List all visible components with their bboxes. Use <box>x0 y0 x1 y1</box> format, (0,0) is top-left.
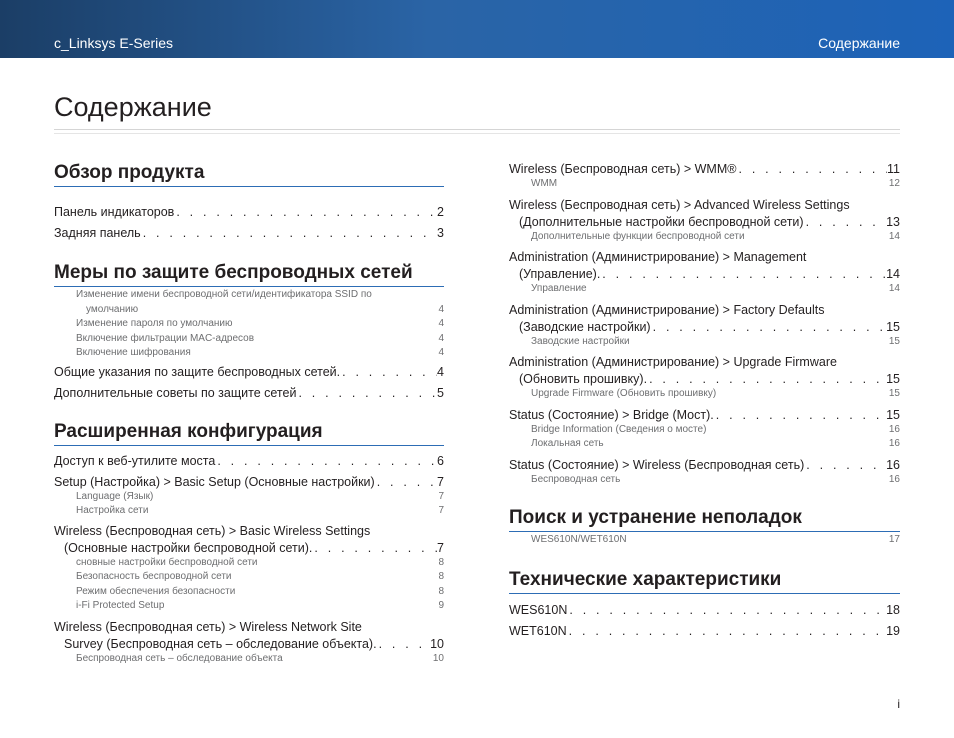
toc-entry[interactable] <box>54 365 444 380</box>
leader-dots <box>647 372 886 387</box>
toc-entry-label: Wireless (Беспроводная сеть) > Advanced Wireless Settings <box>509 197 850 212</box>
toc-subentry-page: 4 <box>438 347 444 358</box>
toc-entry-page: 6 <box>437 453 444 468</box>
section-heading-overview[interactable]: Обзор продукта <box>54 162 444 187</box>
toc-entry-label: Status (Состояние) > Wireless (Беспроводная сеть) <box>509 457 805 472</box>
toc-entry-label: WET610N <box>509 623 567 638</box>
toc-entry-label: (Дополнительные настройки беспроводной сети) <box>519 214 804 229</box>
leader-dots <box>340 365 437 380</box>
toc-subentry-page: 4 <box>438 304 444 315</box>
leader-dots <box>215 454 437 469</box>
toc-entry[interactable] <box>54 205 444 220</box>
title-divider <box>54 129 900 130</box>
toc-entry-label: Status (Состояние) > Bridge (Мост). <box>509 407 714 422</box>
toc-entry[interactable] <box>509 215 900 230</box>
toc-subentry-page: 10 <box>432 652 444 664</box>
toc-subentry[interactable] <box>509 437 900 452</box>
toc-subentry-label: i-Fi Protected Setup <box>76 600 165 611</box>
toc-subentry[interactable] <box>54 346 444 361</box>
toc-subentry-label: Upgrade Firmware (Обновить прошивку) <box>531 388 717 399</box>
toc-subentry-page: 8 <box>438 585 444 597</box>
toc-subentry[interactable] <box>54 585 444 600</box>
toc-entry-page: 18 <box>886 602 900 617</box>
page-number: i <box>897 697 900 711</box>
toc-subentry[interactable] <box>54 317 444 332</box>
toc-entry-label: Задняя панель <box>54 226 141 240</box>
toc-subentry-label: Bridge Information (Сведения о мосте) <box>531 423 707 435</box>
leader-dots <box>296 386 437 401</box>
toc-subentry[interactable] <box>509 177 900 192</box>
leader-dots <box>714 408 886 423</box>
toc-subentry-page: 16 <box>888 423 900 435</box>
toc-entry[interactable] <box>509 408 900 423</box>
toc-entry[interactable] <box>509 603 900 618</box>
toc-entry-page: 15 <box>886 407 900 422</box>
toc-subentry-page: 17 <box>888 534 900 545</box>
leader-dots <box>567 624 886 639</box>
toc-entry[interactable] <box>509 320 900 335</box>
toc-subentry[interactable] <box>54 332 444 347</box>
toc-subentry[interactable] <box>54 652 444 667</box>
toc-entry-page: 11 <box>887 162 900 176</box>
toc-subentry-page: 15 <box>888 335 900 347</box>
toc-entry-first-line[interactable] <box>509 198 900 213</box>
leader-dots <box>736 162 887 177</box>
toc-entry-label: Wireless (Беспроводная сеть) > Basic Wireless Settings <box>54 523 371 538</box>
toc-subentry-page: 16 <box>888 438 900 449</box>
toc-entry-page: 7 <box>437 474 444 489</box>
toc-entry-label: Survey (Беспроводная сеть – обследование объекта). <box>64 636 377 651</box>
toc-subentry-label: Беспроводная сеть – обследование объекта <box>76 652 283 664</box>
toc-subentry[interactable] <box>509 387 900 402</box>
toc-subentry-label: Локальная сеть <box>531 438 604 449</box>
toc-entry-first-line[interactable] <box>54 524 444 539</box>
toc-entry-label: (Заводские настройки) <box>519 319 651 334</box>
toc-entry-page: 14 <box>886 267 900 281</box>
toc-subentry-label: Дополнительные функции беспроводной сети <box>531 230 745 242</box>
page-title: Содержание <box>54 92 212 122</box>
toc-entry[interactable] <box>54 475 444 490</box>
toc-entry-label: (Основные настройки беспроводной сети). <box>64 540 313 555</box>
toc-entry-first-line[interactable] <box>509 250 900 265</box>
toc-subentry-label: Режим обеспечения безопасности <box>76 585 236 597</box>
toc-subentry[interactable] <box>54 504 444 519</box>
section-heading-specifications[interactable]: Технические характеристики <box>509 569 900 594</box>
toc-subentry-page: 4 <box>438 332 444 344</box>
toc-entry[interactable] <box>509 162 900 177</box>
header-section: Содержание <box>818 35 900 51</box>
toc-entry-label: Доступ к веб-утилите моста <box>54 453 216 468</box>
toc-subentry-page: 7 <box>438 490 444 502</box>
toc-subentry-page: 7 <box>438 505 444 516</box>
toc-entry[interactable] <box>54 454 444 469</box>
header-bar <box>0 0 954 58</box>
toc-subentry[interactable] <box>54 490 444 505</box>
toc-subentry-label: Language (Язык) <box>76 490 154 502</box>
toc-subentry-label: Изменение пароля по умолчанию <box>76 318 233 329</box>
toc-entry-label: Дополнительные советы по защите сетей <box>54 385 297 400</box>
toc-entry-first-line[interactable] <box>509 355 900 370</box>
toc-entry-page: 15 <box>886 319 900 334</box>
toc-subentry[interactable] <box>54 302 444 317</box>
toc-entry-label: (Управление). <box>519 267 601 281</box>
toc-entry-label: Wireless (Беспроводная сеть) > WMM® <box>509 162 737 176</box>
toc-entry[interactable] <box>509 372 900 387</box>
toc-entry[interactable] <box>54 637 444 652</box>
toc-entry[interactable] <box>54 541 444 556</box>
toc-subentry-page: 14 <box>888 230 900 242</box>
section-heading-wireless-security[interactable]: Меры по защите беспроводных сетей <box>54 262 444 287</box>
toc-subentry-label: Управление <box>531 283 587 294</box>
toc-entry-label: Wireless (Беспроводная сеть) > Wireless Network Site <box>54 619 362 634</box>
toc-subentry-label: Включение шифрования <box>76 347 191 358</box>
toc-subentry-page: 8 <box>438 571 444 582</box>
toc-entry-page: 4 <box>437 364 444 379</box>
toc-subentry[interactable] <box>509 335 900 350</box>
product-name: c_Linksys E-Series <box>54 35 174 51</box>
leader-dots <box>567 603 886 618</box>
toc-entry-page: 13 <box>886 214 900 229</box>
toc-entry-page: 5 <box>437 385 444 400</box>
toc-entry-label: (Обновить прошивку). <box>519 372 648 386</box>
toc-right-column <box>509 162 900 639</box>
leader-dots <box>312 541 437 556</box>
toc-entry-label: Панель индикаторов <box>54 205 175 219</box>
toc-subentry-page: 14 <box>888 283 900 294</box>
toc-entry[interactable] <box>54 386 444 401</box>
toc-entry-page: 15 <box>886 372 900 386</box>
toc-subentry-label: Изменение имени беспроводной сети/идентификатора SSID по <box>76 289 372 300</box>
toc-entry-page: 16 <box>886 457 900 472</box>
section-heading-troubleshooting[interactable]: Поиск и устранение неполадок <box>509 507 900 532</box>
toc-subentry[interactable] <box>509 423 900 438</box>
leader-dots <box>375 475 437 490</box>
toc-entry-first-line[interactable] <box>54 620 444 635</box>
toc-entry[interactable] <box>54 226 444 241</box>
toc-entry[interactable] <box>509 624 900 639</box>
toc-entry-page: 10 <box>430 636 444 651</box>
toc-subentry-label: Безопасность беспроводной сети <box>76 571 232 582</box>
toc-subentry[interactable] <box>54 570 444 585</box>
toc-entry[interactable] <box>509 458 900 473</box>
toc-entry-label: WES610N <box>509 602 568 617</box>
toc-entry-label: Administration (Администрирование) > Upgrade Firmware <box>509 355 837 369</box>
toc-entry-label: Общие указания по защите беспроводных сетей. <box>54 364 341 379</box>
toc-subentry-label: Беспроводная сеть <box>531 473 621 485</box>
toc-subentry-page: 15 <box>888 388 900 399</box>
toc-entry-label: Administration (Администрирование) > Factory Defaults <box>509 302 825 317</box>
toc-subentry[interactable] <box>54 288 444 302</box>
leader-dots <box>174 205 437 220</box>
leader-dots <box>141 226 437 241</box>
toc-subentry[interactable] <box>509 230 900 245</box>
toc-entry-page: 2 <box>437 205 444 219</box>
toc-entry-label: Administration (Администрирование) > Management <box>509 250 807 264</box>
title-divider-2 <box>54 133 900 134</box>
toc-subentry-page: 12 <box>888 178 900 189</box>
toc-left-column <box>54 162 444 666</box>
toc-subentry[interactable] <box>509 533 900 548</box>
leader-dots <box>600 267 886 282</box>
toc-subentry-label: Заводские настройки <box>531 335 630 347</box>
toc-subentry-label: WES610N/WET610N <box>531 534 627 545</box>
leader-dots <box>651 320 887 335</box>
toc-subentry-label: Включение фильтрации MAC-адресов <box>76 332 255 344</box>
toc-subentry[interactable] <box>54 599 444 614</box>
toc-subentry-page: 16 <box>888 473 900 485</box>
toc-entry-first-line[interactable] <box>509 303 900 318</box>
leader-dots <box>377 637 431 652</box>
toc-subentry[interactable] <box>54 556 444 571</box>
toc-subentry[interactable] <box>509 473 900 488</box>
section-heading-advanced-config[interactable]: Расширенная конфигурация <box>54 421 444 446</box>
toc-subentry-label: сновные настройки беспроводной сети <box>76 556 258 568</box>
toc-subentry-label: умолчанию <box>86 304 139 315</box>
toc-subentry-label: WMM <box>531 178 558 189</box>
toc-subentry-page: 4 <box>438 318 444 329</box>
toc-entry-page: 7 <box>437 540 444 555</box>
toc-subentry-label: Настройка сети <box>76 505 149 516</box>
leader-dots <box>804 215 887 230</box>
toc-entry-page: 19 <box>886 623 900 638</box>
toc-subentry-page: 8 <box>438 556 444 568</box>
toc-entry-page: 3 <box>437 226 444 240</box>
toc-entry[interactable] <box>509 267 900 282</box>
toc-entry-label: Setup (Настройка) > Basic Setup (Основные настройки) <box>54 474 375 489</box>
toc-subentry-page: 9 <box>438 600 444 611</box>
toc-subentry[interactable] <box>509 282 900 297</box>
leader-dots <box>804 458 886 473</box>
